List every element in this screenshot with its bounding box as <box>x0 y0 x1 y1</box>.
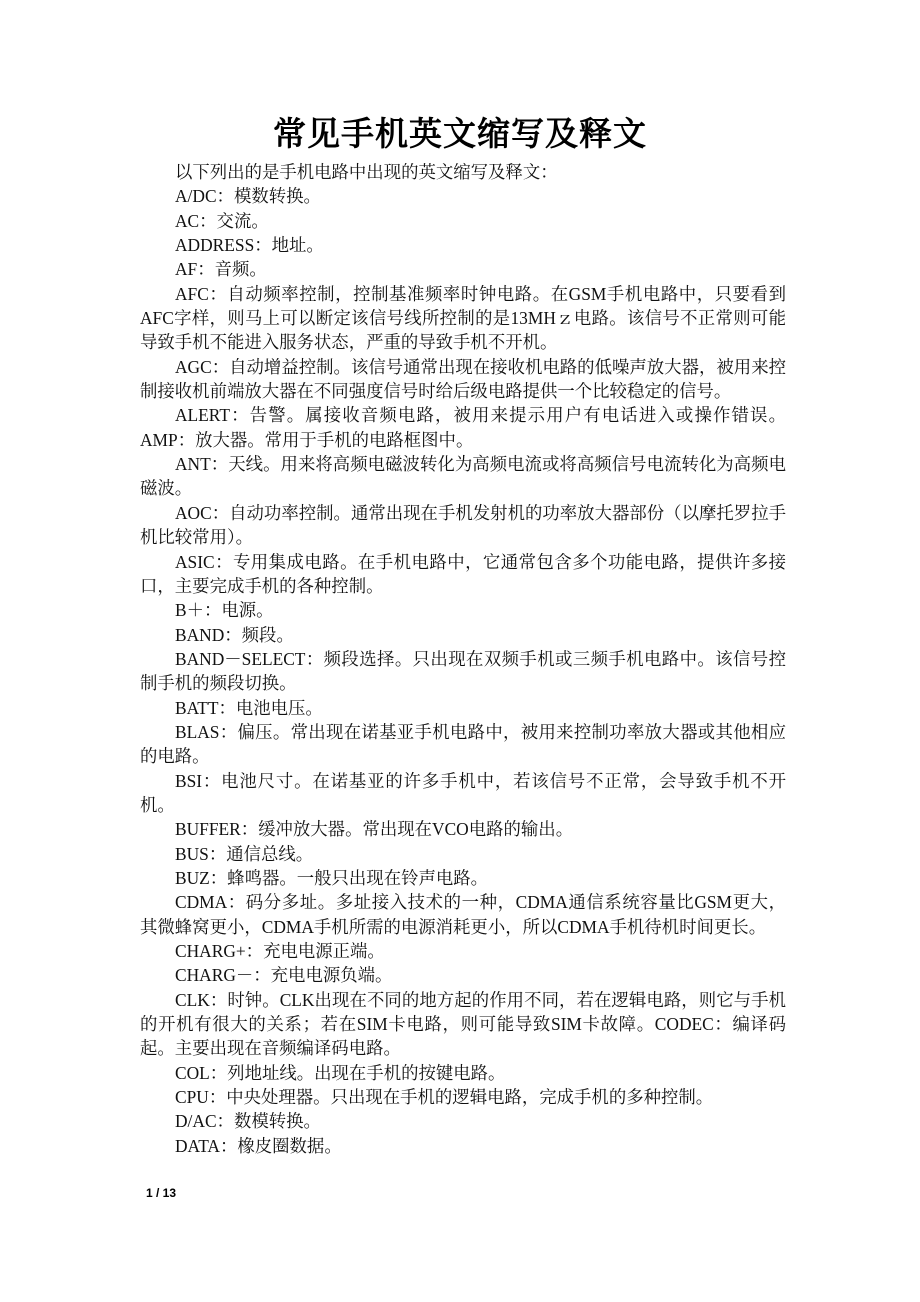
paragraph-band: BAND：频段。 <box>175 624 294 645</box>
paragraph-band-select: BAND－SELECT：频段选择。只出现在双频手机或三频手机电路中。该信号控制手机的频段切换。 <box>140 648 786 694</box>
paragraph-ant: ANT：天线。用来将高频电磁波转化为高频电流或将高频信号电流转化为高频电磁波。 <box>140 454 786 499</box>
document-body <box>140 160 786 1158</box>
paragraph-cpu: CPU：中央处理器。只出现在手机的逻辑电路，完成手机的多种控制。 <box>175 1087 714 1108</box>
paragraph-asic: ASIC：专用集成电路。在手机电路中，它通常包含多个功能电路，提供许多接口，主要完成手机的各种控制。 <box>140 551 786 596</box>
paragraph-afc: AFC：自动频率控制，控制基准频率时钟电路。在GSM手机电路中，只要看到AFC字样，则马上可以断定该信号线所控制的是13MHｚ电路。该信号不正常则可能导致手机不能进入服务状态，严重的导致手机不开机。 <box>140 283 786 353</box>
paragraph-charg-minus: CHARG－：充电电源负端。 <box>175 965 393 986</box>
paragraph-address: ADDRESS：地址。 <box>175 235 324 256</box>
paragraph-data: DATA：橡皮圈数据。 <box>175 1135 342 1156</box>
paragraph-dac: D/AC：数模转换。 <box>175 1111 321 1132</box>
paragraph-buffer: BUFFER：缓冲放大器。常出现在VCO电路的输出。 <box>175 819 574 840</box>
paragraph-bplus: B＋：电源。 <box>175 600 274 621</box>
paragraph-adc: A/DC：模数转换。 <box>175 186 321 207</box>
paragraph-cdma: CDMA：码分多址。多址接入技术的一种，CDMA通信系统容量比GSM更大，其微蜂窝更小，CDMA手机所需的电源消耗更小，所以CDMA手机待机时间更长。 <box>140 892 786 937</box>
paragraph-intro: 以下列出的是手机电路中出现的英文缩写及释文： <box>175 162 558 182</box>
paragraph-batt: BATT：电池电压。 <box>175 697 323 718</box>
paragraph-charg-plus: CHARG+：充电电源正端。 <box>175 941 385 961</box>
paragraph-bus: BUS：通信总线。 <box>175 843 314 864</box>
paragraph-ac: AC：交流。 <box>175 210 269 231</box>
paragraph-buz: BUZ：蜂鸣器。一般只出现在铃声电路。 <box>175 867 489 888</box>
paragraph-aoc: AOC：自动功率控制。通常出现在手机发射机的功率放大器部份（以摩托罗拉手机比较常用）。 <box>140 502 786 548</box>
paragraph-af: AF：音频。 <box>175 259 267 280</box>
document-title: 常见手机英文缩写及释文 <box>273 114 647 153</box>
paragraph-alert: ALERT：告警。属接收音频电路，被用来提示用户有电话进入或操作错误。AMP：放大器。常用于手机的电路框图中。 <box>140 405 786 450</box>
paragraph-agc: AGC：自动增益控制。该信号通常出现在接收机电路的低噪声放大器，被用来控制接收机前端放大器在不同强度信号时给后级电路提供一个比较稳定的信号。 <box>140 356 786 402</box>
page-indicator: 1 / 13 <box>146 1186 177 1200</box>
paragraph-col: COL：列地址线。出现在手机的按键电路。 <box>175 1062 506 1083</box>
paragraph-clk: CLK：时钟。CLK出现在不同的地方起的作用不同，若在逻辑电路，则它与手机的开机有很大的关系；若在SIM卡电路，则可能导致SIM卡故障。CODEC：编译码起。主要出现在音频编译码电路。 <box>140 989 786 1059</box>
paragraph-blas: BLAS：偏压。常出现在诺基亚手机电路中，被用来控制功率放大器或其他相应的电路。 <box>140 721 786 767</box>
paragraph-bsi: BSI：电池尺寸。在诺基亚的许多手机中，若该信号不正常，会导致手机不开机。 <box>140 770 786 815</box>
